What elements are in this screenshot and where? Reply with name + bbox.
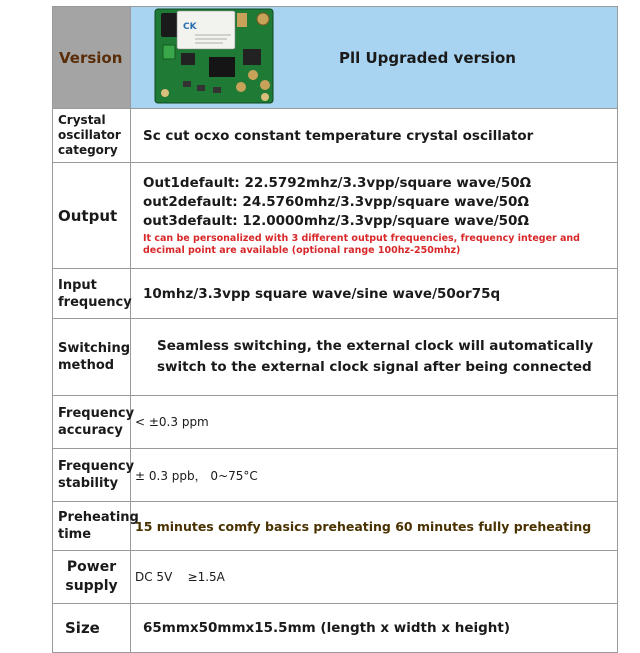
- label-frequency-accuracy: [53, 396, 135, 448]
- label-line: time: [58, 527, 92, 542]
- row-crystal-category: [53, 108, 617, 162]
- value-output: [131, 163, 617, 268]
- output-note: [143, 233, 580, 257]
- pcb-board-image: [153, 5, 275, 105]
- label-line: Switching: [58, 341, 131, 356]
- label-line: oscillator: [58, 128, 121, 142]
- label-line: supply: [65, 578, 118, 594]
- value-input-frequency: 10mhz/3.3vpp square wave/sine wave/50or75q: [143, 285, 501, 302]
- label-line: Power: [66, 559, 117, 575]
- value-switching-method: [131, 319, 617, 395]
- label-size: Size: [53, 604, 131, 652]
- row-switching-method: [53, 318, 617, 395]
- note-line: It can be personalized with 3 different output frequencies, frequency integer and: [143, 233, 580, 244]
- row-preheating-time: [53, 501, 617, 550]
- label-frequency-stability: [53, 449, 135, 501]
- output-line-1: Out1default: 22.5792mhz/3.3vpp/square wave/50Ω: [143, 175, 532, 191]
- label-switching-method: [53, 319, 131, 395]
- label-line: Crystal: [58, 113, 106, 127]
- value-size: 65mmx50mmx15.5mm (length x width x height): [143, 620, 511, 636]
- label-crystal-category: [53, 109, 131, 162]
- label-line: category: [58, 143, 118, 157]
- row-size: [53, 603, 617, 652]
- row-input-frequency: [53, 268, 617, 318]
- label-line: Input: [58, 277, 97, 293]
- version-value: Pll Upgraded version: [339, 48, 516, 67]
- label-line: stability: [58, 476, 119, 491]
- row-frequency-accuracy: [53, 395, 617, 448]
- switching-line-1: Seamless switching, the external clock will automatically: [157, 338, 594, 354]
- label-line: frequency: [58, 294, 132, 310]
- spec-table: [52, 6, 618, 653]
- label-line: accuracy: [58, 423, 123, 438]
- pcb-logo: CK: [183, 22, 197, 32]
- version-row: [53, 7, 617, 108]
- value-frequency-stability: ± 0.3 ppb， 0~75°C: [135, 468, 258, 483]
- label-preheating-time: [53, 502, 139, 550]
- value-frequency-accuracy: < ±0.3 ppm: [135, 415, 209, 429]
- row-frequency-stability: [53, 448, 617, 501]
- label-line: method: [58, 358, 115, 373]
- label-line: Preheating: [58, 510, 139, 525]
- output-line-2: out2default: 24.5760mhz/3.3vpp/square wave/50Ω: [143, 194, 529, 210]
- label-line: Frequency: [58, 459, 135, 474]
- value-power-supply: DC 5V ≥1.5A: [135, 570, 225, 584]
- label-input-frequency: [53, 269, 131, 318]
- label-line: Frequency: [58, 406, 135, 421]
- version-label: Version: [53, 7, 131, 108]
- value-crystal-category: Sc cut ocxo constant temperature crystal oscillator: [143, 127, 534, 144]
- switching-line-2: switch to the external clock signal after being connected: [157, 359, 592, 375]
- row-output: [53, 162, 617, 268]
- label-output: Output: [53, 163, 131, 268]
- row-power-supply: [53, 550, 617, 603]
- value-preheating-time: 15 minutes comfy basics preheating 60 minutes fully preheating: [135, 518, 592, 534]
- note-line: decimal point are available (optional range 100hz-250mhz): [143, 245, 461, 256]
- label-power-supply: [53, 551, 131, 603]
- output-line-3: out3default: 12.0000mhz/3.3vpp/square wave/50Ω: [143, 213, 529, 229]
